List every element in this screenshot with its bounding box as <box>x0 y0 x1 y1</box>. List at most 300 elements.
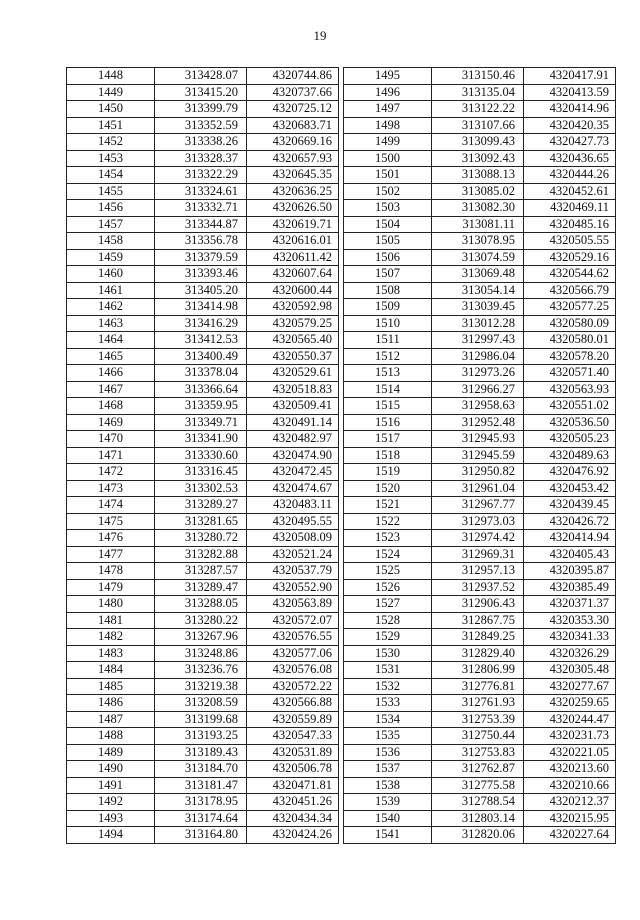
table-row <box>344 150 616 167</box>
point-number-cell: 1452 <box>67 134 155 151</box>
point-number-cell: 1522 <box>344 513 432 530</box>
point-number-cell: 1468 <box>67 398 155 415</box>
x-coordinate-cell: 313189.43 <box>155 744 247 761</box>
table-row <box>344 480 616 497</box>
y-coordinate-cell: 4320566.79 <box>524 282 616 299</box>
y-coordinate-cell: 4320491.14 <box>247 414 339 431</box>
y-coordinate-cell: 4320395.87 <box>524 563 616 580</box>
y-coordinate-cell: 4320471.81 <box>247 777 339 794</box>
x-coordinate-cell: 313181.47 <box>155 777 247 794</box>
table-row <box>344 68 616 85</box>
point-number-cell: 1460 <box>67 266 155 283</box>
point-number-cell: 1450 <box>67 101 155 118</box>
x-coordinate-cell: 312829.40 <box>432 645 524 662</box>
point-number-cell: 1525 <box>344 563 432 580</box>
y-coordinate-cell: 4320725.12 <box>247 101 339 118</box>
x-coordinate-cell: 313288.05 <box>155 596 247 613</box>
y-coordinate-cell: 4320405.43 <box>524 546 616 563</box>
x-coordinate-cell: 312958.63 <box>432 398 524 415</box>
y-coordinate-cell: 4320505.23 <box>524 431 616 448</box>
y-coordinate-cell: 4320277.67 <box>524 678 616 695</box>
point-number-cell: 1507 <box>344 266 432 283</box>
point-number-cell: 1511 <box>344 332 432 349</box>
table-row <box>67 777 339 794</box>
x-coordinate-cell: 312957.13 <box>432 563 524 580</box>
point-number-cell: 1495 <box>344 68 432 85</box>
x-coordinate-cell: 312974.42 <box>432 530 524 547</box>
table-row <box>67 678 339 695</box>
x-coordinate-cell: 313193.25 <box>155 728 247 745</box>
table-row <box>67 117 339 134</box>
table-row <box>67 662 339 679</box>
coordinates-tables <box>66 67 615 859</box>
table-row <box>344 200 616 217</box>
y-coordinate-cell: 4320576.55 <box>247 629 339 646</box>
y-coordinate-cell: 4320385.49 <box>524 579 616 596</box>
point-number-cell: 1488 <box>67 728 155 745</box>
x-coordinate-cell: 313302.53 <box>155 480 247 497</box>
y-coordinate-cell: 4320326.29 <box>524 645 616 662</box>
point-number-cell: 1489 <box>67 744 155 761</box>
table-row <box>344 645 616 662</box>
x-coordinate-cell: 313341.90 <box>155 431 247 448</box>
x-coordinate-cell: 313352.59 <box>155 117 247 134</box>
table-row <box>67 216 339 233</box>
x-coordinate-cell: 313322.29 <box>155 167 247 184</box>
y-coordinate-cell: 4320424.26 <box>247 827 339 844</box>
point-number-cell: 1490 <box>67 761 155 778</box>
table-row <box>344 299 616 316</box>
y-coordinate-cell: 4320444.26 <box>524 167 616 184</box>
table-row <box>344 266 616 283</box>
table-row <box>67 299 339 316</box>
y-coordinate-cell: 4320626.50 <box>247 200 339 217</box>
point-number-cell: 1523 <box>344 530 432 547</box>
y-coordinate-cell: 4320577.06 <box>247 645 339 662</box>
x-coordinate-cell: 313287.57 <box>155 563 247 580</box>
x-coordinate-cell: 313135.04 <box>432 84 524 101</box>
table-row <box>67 249 339 266</box>
point-number-cell: 1485 <box>67 678 155 695</box>
y-coordinate-cell: 4320531.89 <box>247 744 339 761</box>
y-coordinate-cell: 4320451.26 <box>247 794 339 811</box>
y-coordinate-cell: 4320577.25 <box>524 299 616 316</box>
table-row <box>344 513 616 530</box>
y-coordinate-cell: 4320580.01 <box>524 332 616 349</box>
y-coordinate-cell: 4320482.97 <box>247 431 339 448</box>
y-coordinate-cell: 4320371.37 <box>524 596 616 613</box>
y-coordinate-cell: 4320600.44 <box>247 282 339 299</box>
table-row <box>67 645 339 662</box>
x-coordinate-cell: 313208.59 <box>155 695 247 712</box>
table-row <box>67 728 339 745</box>
y-coordinate-cell: 4320341.33 <box>524 629 616 646</box>
point-number-cell: 1519 <box>344 464 432 481</box>
point-number-cell: 1474 <box>67 497 155 514</box>
x-coordinate-cell: 313412.53 <box>155 332 247 349</box>
table-row <box>344 365 616 382</box>
y-coordinate-cell: 4320212.37 <box>524 794 616 811</box>
table-row <box>67 711 339 728</box>
table-row <box>67 134 339 151</box>
x-coordinate-cell: 313150.46 <box>432 68 524 85</box>
y-coordinate-cell: 4320737.66 <box>247 84 339 101</box>
x-coordinate-cell: 313338.26 <box>155 134 247 151</box>
point-number-cell: 1456 <box>67 200 155 217</box>
y-coordinate-cell: 4320436.65 <box>524 150 616 167</box>
point-number-cell: 1482 <box>67 629 155 646</box>
x-coordinate-cell: 313267.96 <box>155 629 247 646</box>
x-coordinate-cell: 313280.72 <box>155 530 247 547</box>
point-number-cell: 1516 <box>344 414 432 431</box>
point-number-cell: 1459 <box>67 249 155 266</box>
x-coordinate-cell: 312937.52 <box>432 579 524 596</box>
table-row <box>67 464 339 481</box>
x-coordinate-cell: 313399.79 <box>155 101 247 118</box>
table-row <box>67 447 339 464</box>
x-coordinate-cell: 313099.43 <box>432 134 524 151</box>
x-coordinate-cell: 313107.66 <box>432 117 524 134</box>
table-row <box>67 266 339 283</box>
y-coordinate-cell: 4320544.62 <box>524 266 616 283</box>
y-coordinate-cell: 4320509.41 <box>247 398 339 415</box>
y-coordinate-cell: 4320427.73 <box>524 134 616 151</box>
table-row <box>344 332 616 349</box>
y-coordinate-cell: 4320215.95 <box>524 810 616 827</box>
table-row <box>344 431 616 448</box>
table-row <box>344 497 616 514</box>
y-coordinate-cell: 4320259.65 <box>524 695 616 712</box>
y-coordinate-cell: 4320579.25 <box>247 315 339 332</box>
table-row <box>67 282 339 299</box>
point-number-cell: 1503 <box>344 200 432 217</box>
point-number-cell: 1512 <box>344 348 432 365</box>
x-coordinate-cell: 313069.48 <box>432 266 524 283</box>
y-coordinate-cell: 4320506.78 <box>247 761 339 778</box>
table-row <box>67 596 339 613</box>
point-number-cell: 1449 <box>67 84 155 101</box>
y-coordinate-cell: 4320551.02 <box>524 398 616 415</box>
x-coordinate-cell: 312906.43 <box>432 596 524 613</box>
x-coordinate-cell: 313405.20 <box>155 282 247 299</box>
point-number-cell: 1464 <box>67 332 155 349</box>
table-row <box>344 398 616 415</box>
table-row <box>67 101 339 118</box>
x-coordinate-cell: 312961.04 <box>432 480 524 497</box>
y-coordinate-cell: 4320474.67 <box>247 480 339 497</box>
x-coordinate-cell: 313054.14 <box>432 282 524 299</box>
y-coordinate-cell: 4320439.45 <box>524 497 616 514</box>
point-number-cell: 1537 <box>344 761 432 778</box>
point-number-cell: 1487 <box>67 711 155 728</box>
point-number-cell: 1510 <box>344 315 432 332</box>
table-row <box>344 381 616 398</box>
x-coordinate-cell: 313074.59 <box>432 249 524 266</box>
table-row <box>344 629 616 646</box>
x-coordinate-cell: 312753.39 <box>432 711 524 728</box>
y-coordinate-cell: 4320231.73 <box>524 728 616 745</box>
x-coordinate-cell: 312969.31 <box>432 546 524 563</box>
point-number-cell: 1541 <box>344 827 432 844</box>
point-number-cell: 1515 <box>344 398 432 415</box>
point-number-cell: 1477 <box>67 546 155 563</box>
point-number-cell: 1532 <box>344 678 432 695</box>
point-number-cell: 1509 <box>344 299 432 316</box>
x-coordinate-cell: 312966.27 <box>432 381 524 398</box>
point-number-cell: 1473 <box>67 480 155 497</box>
x-coordinate-cell: 313400.49 <box>155 348 247 365</box>
x-coordinate-cell: 313085.02 <box>432 183 524 200</box>
table-row <box>67 546 339 563</box>
point-number-cell: 1501 <box>344 167 432 184</box>
point-number-cell: 1530 <box>344 645 432 662</box>
table-row <box>67 414 339 431</box>
y-coordinate-cell: 4320611.42 <box>247 249 339 266</box>
y-coordinate-cell: 4320636.25 <box>247 183 339 200</box>
table-row <box>67 183 339 200</box>
table-row <box>344 827 616 844</box>
point-number-cell: 1499 <box>344 134 432 151</box>
coordinates-table-left-body <box>67 68 339 844</box>
point-number-cell: 1462 <box>67 299 155 316</box>
x-coordinate-cell: 312762.87 <box>432 761 524 778</box>
y-coordinate-cell: 4320227.64 <box>524 827 616 844</box>
table-row <box>344 249 616 266</box>
x-coordinate-cell: 313236.76 <box>155 662 247 679</box>
y-coordinate-cell: 4320580.09 <box>524 315 616 332</box>
table-row <box>67 612 339 629</box>
x-coordinate-cell: 313428.07 <box>155 68 247 85</box>
table-row <box>67 497 339 514</box>
x-coordinate-cell: 313415.20 <box>155 84 247 101</box>
point-number-cell: 1524 <box>344 546 432 563</box>
point-number-cell: 1534 <box>344 711 432 728</box>
table-row <box>344 233 616 250</box>
table-row <box>344 84 616 101</box>
table-row <box>67 513 339 530</box>
table-row <box>344 711 616 728</box>
x-coordinate-cell: 312952.48 <box>432 414 524 431</box>
y-coordinate-cell: 4320210.66 <box>524 777 616 794</box>
table-row <box>67 827 339 844</box>
x-coordinate-cell: 313324.61 <box>155 183 247 200</box>
y-coordinate-cell: 4320559.89 <box>247 711 339 728</box>
point-number-cell: 1476 <box>67 530 155 547</box>
page-number: 19 <box>313 28 327 43</box>
y-coordinate-cell: 4320452.61 <box>524 183 616 200</box>
point-number-cell: 1458 <box>67 233 155 250</box>
point-number-cell: 1478 <box>67 563 155 580</box>
y-coordinate-cell: 4320744.86 <box>247 68 339 85</box>
point-number-cell: 1472 <box>67 464 155 481</box>
point-number-cell: 1467 <box>67 381 155 398</box>
y-coordinate-cell: 4320578.20 <box>524 348 616 365</box>
y-coordinate-cell: 4320489.63 <box>524 447 616 464</box>
table-row <box>67 530 339 547</box>
point-number-cell: 1463 <box>67 315 155 332</box>
x-coordinate-cell: 312997.43 <box>432 332 524 349</box>
x-coordinate-cell: 313328.37 <box>155 150 247 167</box>
x-coordinate-cell: 312945.59 <box>432 447 524 464</box>
y-coordinate-cell: 4320485.16 <box>524 216 616 233</box>
point-number-cell: 1518 <box>344 447 432 464</box>
x-coordinate-cell: 312849.25 <box>432 629 524 646</box>
x-coordinate-cell: 313178.95 <box>155 794 247 811</box>
point-number-cell: 1539 <box>344 794 432 811</box>
table-row <box>344 596 616 613</box>
x-coordinate-cell: 312950.82 <box>432 464 524 481</box>
table-row <box>67 579 339 596</box>
table-row <box>344 761 616 778</box>
table-row <box>344 612 616 629</box>
table-row <box>67 695 339 712</box>
table-row <box>67 431 339 448</box>
point-number-cell: 1504 <box>344 216 432 233</box>
y-coordinate-cell: 4320572.07 <box>247 612 339 629</box>
point-number-cell: 1529 <box>344 629 432 646</box>
x-coordinate-cell: 313282.88 <box>155 546 247 563</box>
table-row <box>344 744 616 761</box>
table-row <box>344 167 616 184</box>
y-coordinate-cell: 4320576.08 <box>247 662 339 679</box>
x-coordinate-cell: 313174.64 <box>155 810 247 827</box>
table-row <box>67 398 339 415</box>
point-number-cell: 1494 <box>67 827 155 844</box>
table-row <box>67 150 339 167</box>
y-coordinate-cell: 4320414.96 <box>524 101 616 118</box>
point-number-cell: 1497 <box>344 101 432 118</box>
x-coordinate-cell: 312945.93 <box>432 431 524 448</box>
point-number-cell: 1470 <box>67 431 155 448</box>
point-number-cell: 1526 <box>344 579 432 596</box>
y-coordinate-cell: 4320619.71 <box>247 216 339 233</box>
point-number-cell: 1517 <box>344 431 432 448</box>
table-row <box>67 68 339 85</box>
table-row <box>67 233 339 250</box>
x-coordinate-cell: 313330.60 <box>155 447 247 464</box>
x-coordinate-cell: 313316.45 <box>155 464 247 481</box>
table-row <box>344 794 616 811</box>
x-coordinate-cell: 313012.28 <box>432 315 524 332</box>
point-number-cell: 1461 <box>67 282 155 299</box>
x-coordinate-cell: 313219.38 <box>155 678 247 695</box>
y-coordinate-cell: 4320537.79 <box>247 563 339 580</box>
table-row <box>344 101 616 118</box>
point-number-cell: 1527 <box>344 596 432 613</box>
y-coordinate-cell: 4320508.09 <box>247 530 339 547</box>
table-row <box>344 546 616 563</box>
point-number-cell: 1455 <box>67 183 155 200</box>
point-number-cell: 1453 <box>67 150 155 167</box>
y-coordinate-cell: 4320645.35 <box>247 167 339 184</box>
point-number-cell: 1484 <box>67 662 155 679</box>
x-coordinate-cell: 313356.78 <box>155 233 247 250</box>
point-number-cell: 1457 <box>67 216 155 233</box>
point-number-cell: 1469 <box>67 414 155 431</box>
table-row <box>344 414 616 431</box>
y-coordinate-cell: 4320434.34 <box>247 810 339 827</box>
x-coordinate-cell: 313248.86 <box>155 645 247 662</box>
x-coordinate-cell: 313088.13 <box>432 167 524 184</box>
y-coordinate-cell: 4320426.72 <box>524 513 616 530</box>
point-number-cell: 1498 <box>344 117 432 134</box>
coordinates-table-left <box>66 67 339 844</box>
y-coordinate-cell: 4320353.30 <box>524 612 616 629</box>
y-coordinate-cell: 4320305.48 <box>524 662 616 679</box>
y-coordinate-cell: 4320469.11 <box>524 200 616 217</box>
x-coordinate-cell: 313379.59 <box>155 249 247 266</box>
y-coordinate-cell: 4320505.55 <box>524 233 616 250</box>
y-coordinate-cell: 4320474.90 <box>247 447 339 464</box>
point-number-cell: 1505 <box>344 233 432 250</box>
x-coordinate-cell: 313164.80 <box>155 827 247 844</box>
x-coordinate-cell: 313092.43 <box>432 150 524 167</box>
table-row <box>67 167 339 184</box>
x-coordinate-cell: 313359.95 <box>155 398 247 415</box>
table-row <box>67 200 339 217</box>
y-coordinate-cell: 4320221.05 <box>524 744 616 761</box>
x-coordinate-cell: 313082.30 <box>432 200 524 217</box>
point-number-cell: 1506 <box>344 249 432 266</box>
y-coordinate-cell: 4320529.16 <box>524 249 616 266</box>
point-number-cell: 1465 <box>67 348 155 365</box>
y-coordinate-cell: 4320417.91 <box>524 68 616 85</box>
table-row <box>344 183 616 200</box>
y-coordinate-cell: 4320476.92 <box>524 464 616 481</box>
x-coordinate-cell: 312788.54 <box>432 794 524 811</box>
point-number-cell: 1451 <box>67 117 155 134</box>
table-row <box>67 365 339 382</box>
x-coordinate-cell: 313039.45 <box>432 299 524 316</box>
point-number-cell: 1491 <box>67 777 155 794</box>
point-number-cell: 1486 <box>67 695 155 712</box>
table-row <box>344 662 616 679</box>
point-number-cell: 1496 <box>344 84 432 101</box>
y-coordinate-cell: 4320565.40 <box>247 332 339 349</box>
table-row <box>344 579 616 596</box>
y-coordinate-cell: 4320529.61 <box>247 365 339 382</box>
table-row <box>344 348 616 365</box>
x-coordinate-cell: 313281.65 <box>155 513 247 530</box>
y-coordinate-cell: 4320518.83 <box>247 381 339 398</box>
table-row <box>344 810 616 827</box>
point-number-cell: 1536 <box>344 744 432 761</box>
x-coordinate-cell: 313122.22 <box>432 101 524 118</box>
point-number-cell: 1471 <box>67 447 155 464</box>
x-coordinate-cell: 313393.46 <box>155 266 247 283</box>
point-number-cell: 1479 <box>67 579 155 596</box>
point-number-cell: 1508 <box>344 282 432 299</box>
y-coordinate-cell: 4320683.71 <box>247 117 339 134</box>
y-coordinate-cell: 4320536.50 <box>524 414 616 431</box>
table-row <box>344 777 616 794</box>
table-row <box>67 480 339 497</box>
y-coordinate-cell: 4320550.37 <box>247 348 339 365</box>
point-number-cell: 1514 <box>344 381 432 398</box>
table-row <box>344 563 616 580</box>
y-coordinate-cell: 4320616.01 <box>247 233 339 250</box>
y-coordinate-cell: 4320413.59 <box>524 84 616 101</box>
point-number-cell: 1538 <box>344 777 432 794</box>
point-number-cell: 1481 <box>67 612 155 629</box>
x-coordinate-cell: 312820.06 <box>432 827 524 844</box>
point-number-cell: 1480 <box>67 596 155 613</box>
x-coordinate-cell: 312775.58 <box>432 777 524 794</box>
x-coordinate-cell: 312973.03 <box>432 513 524 530</box>
point-number-cell: 1521 <box>344 497 432 514</box>
x-coordinate-cell: 312986.04 <box>432 348 524 365</box>
x-coordinate-cell: 312967.77 <box>432 497 524 514</box>
